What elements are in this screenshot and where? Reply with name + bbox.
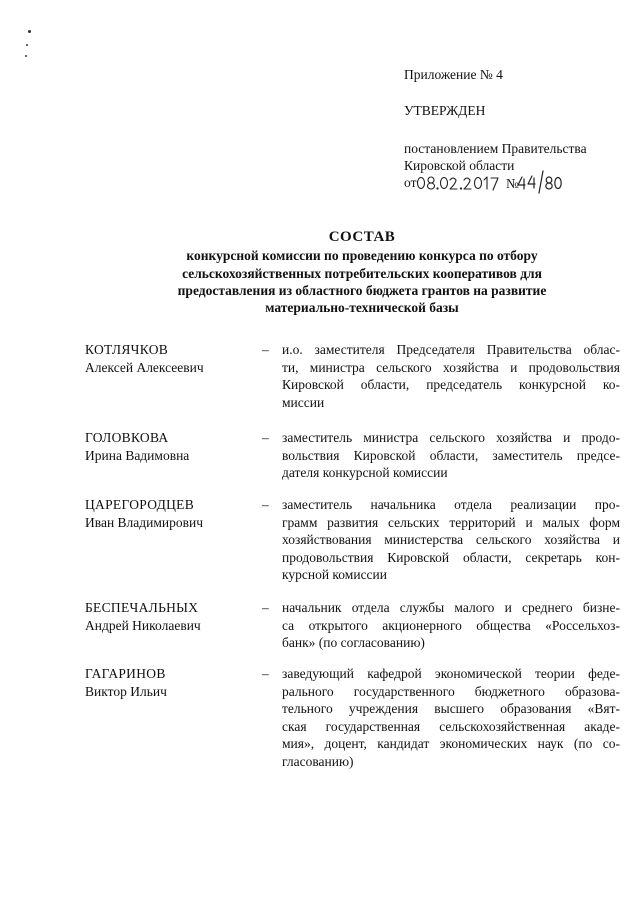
member-surname: ЦАРЕГОРОДЦЕВ	[85, 497, 195, 512]
member-position	[282, 341, 620, 411]
member-position	[282, 496, 620, 584]
member-given-name: Иван Владимирович	[85, 514, 204, 530]
member-position-line: гласованию)	[282, 753, 354, 769]
member-position-line: миссии	[282, 394, 325, 410]
member-position-line: тельного учреждения высшего образования «Вят-	[282, 701, 620, 716]
scan-mark	[25, 55, 27, 57]
member-given-name: Виктор Ильич	[85, 683, 167, 699]
approval-block	[404, 66, 587, 191]
member-position-line: вольствия Кировской области, заместитель предсе-	[282, 447, 620, 463]
member-position-line: начальник отдела службы малого и среднего бизне-	[282, 600, 620, 615]
member-position-line: курсной комиссии	[282, 567, 388, 582]
member-position-line: рального государственного бюджетного образова-	[282, 683, 620, 699]
scan-mark	[28, 30, 31, 33]
member-position-line: продовольствия Кировской области, секретарь кон-	[282, 549, 620, 565]
member-position-line: мия», доцент, кандидат экономических наук (по со-	[282, 736, 620, 751]
scan-mark	[26, 44, 28, 46]
member-surname: БЕСПЕЧАЛЬНЫХ	[85, 600, 199, 615]
title-main: СОСТАВ	[328, 229, 396, 245]
member-position-line: грамм развития сельских территорий и малых форм	[282, 514, 620, 530]
member-dash: –	[262, 342, 269, 357]
appendix-number: Приложение № 4	[404, 67, 503, 82]
member-dash: –	[262, 666, 269, 681]
number-prefix: №	[506, 176, 520, 191]
member-position-line: хозяйствования министерства сельского хозяйства и	[282, 532, 620, 547]
member-position-line: са открытого акционерного общества «Россельхоз-	[282, 617, 620, 633]
member-given-name: Андрей Николаевич	[85, 617, 201, 633]
title-line: конкурсной комиссии по проведению конкурса по отбору	[186, 248, 538, 264]
resolution-line-2: Кировской области	[404, 158, 515, 173]
member-dash: –	[262, 497, 269, 512]
member-position-line: дателя конкурсной комиссии	[282, 465, 448, 480]
member-position	[282, 429, 620, 482]
member-surname: КОТЛЯЧКОВ	[85, 342, 169, 357]
member-surname: ГОЛОВКОВА	[85, 430, 169, 445]
document-title	[100, 229, 624, 316]
title-line: материально-технической базы	[265, 300, 459, 316]
approved-heading: УТВЕРЖДЕН	[404, 103, 486, 118]
member-position-line: и.о. заместителя Председателя Правительства облас-	[282, 342, 620, 357]
date-prefix: от	[404, 175, 417, 190]
resolution-line-1: постановлением Правительства	[404, 141, 587, 156]
member-position-line: Кировской области, председатель конкурсной ко-	[282, 377, 620, 392]
member-surname: ГАГАРИНОВ	[85, 666, 166, 681]
title-line: сельскохозяйственных потребительских кооперативов для	[182, 265, 542, 281]
member-dash: –	[262, 600, 269, 615]
member-position-line: ти, министра сельского хозяйства и продовольствия	[282, 359, 620, 375]
member-position-line: банк» (по согласованию)	[282, 635, 425, 650]
member-position-line: заведующий кафедрой экономической теории феде-	[282, 666, 620, 681]
member-given-name: Алексей Алексеевич	[85, 359, 204, 375]
handwritten-date-number	[416, 174, 576, 191]
title-line: предоставления из областного бюджета грантов на развитие	[177, 282, 547, 298]
member-position-line: ская государственная сельскохозяйственная акаде-	[282, 718, 620, 734]
member-position	[282, 599, 620, 652]
member-position-line: заместитель министра сельского хозяйства и продо-	[282, 430, 620, 445]
member-position	[282, 665, 620, 770]
member-dash: –	[262, 430, 269, 445]
resolution-date-line	[404, 174, 587, 191]
member-position-line: заместитель начальника отдела реализации про-	[282, 497, 620, 512]
handwriting-image	[416, 170, 576, 194]
member-given-name: Ирина Вадимовна	[85, 447, 190, 463]
